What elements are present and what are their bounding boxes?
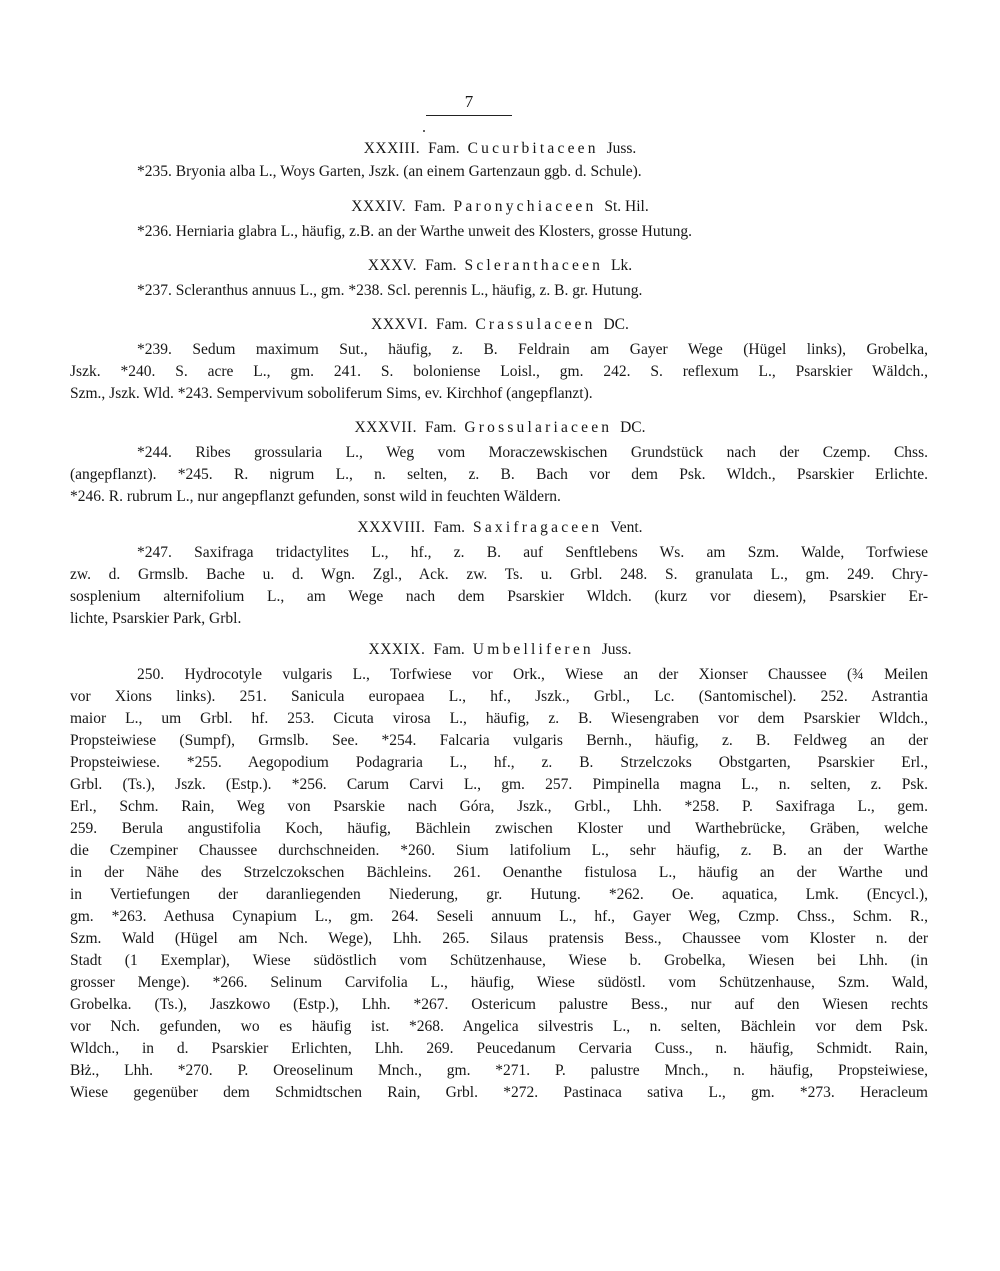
family-author: Juss. — [606, 140, 637, 157]
family-name: Umbelliferen — [472, 641, 594, 658]
text-line: Propsteiwiese. *255. Aegopodium Podagraria L., hf., z. B. Strzelczoks Obstgarten, Psarskier Erl., — [70, 754, 928, 771]
text-line: Szm. Wald (Hügel am Nch. Wege), Lhh. 265. Silaus pratensis Bess., Chaussee vom Kloster n. der — [70, 930, 928, 947]
family-label: Fam. — [435, 316, 468, 333]
text-line: Wiese gegenüber dem Schmidtschen Rain, Grbl. *272. Pastinaca sativa L., gm. *273. Heracleum — [70, 1084, 928, 1101]
family-heading — [70, 315, 930, 335]
family-numeral: XXXVIII. — [357, 519, 426, 536]
family-label: Fam. — [424, 419, 457, 436]
family-numeral: XXXIII. — [363, 140, 421, 157]
text-line: (angepflanzt). *245. R. nigrum L., n. selten, z. B. Bach vor dem Psk. Wldch., Psarskier Erlichte. — [70, 466, 928, 483]
text-line: maior L., um Grbl. hf. 253. Cicuta virosa L., häufig, z. B. Wiesengraben vor dem Psarskier Wldch., — [70, 710, 928, 727]
family-numeral: XXXVII. — [354, 419, 417, 436]
text-line: *239. Sedum maximum Sut., häufig, z. B. Feldrain am Gayer Wege (Hügel links), Grobelka, — [137, 341, 928, 358]
family-author: DC. — [620, 419, 646, 436]
text-line: Stadt (1 Exemplar), Wiese südöstlich vom Schützenhause, Wiese b. Grobelka, Wiesen bei Lhh. (in — [70, 952, 928, 969]
family-numeral: XXXVI. — [371, 316, 428, 333]
page-number: 7 — [464, 92, 474, 111]
text-line: gm. *263. Aethusa Cynapium L., gm. 264. Seseli annuum L., hf., Gayer Weg, Czmp. Chss., Schm. R., — [70, 908, 928, 925]
text-line: grosser Menge). *266. Selinum Carvifolia L., häufig, Wiese südöstl. vom Schützenhause, Szm. Wald, — [70, 974, 928, 991]
family-label: Fam. — [433, 641, 465, 658]
text-line: zw. d. Grmslb. Bache u. d. Wgn. Zgl., Ack. zw. Ts. u. Grbl. 248. S. granulata L., gm. 249. Chry- — [70, 566, 928, 583]
family-name: Crassulaceen — [475, 316, 596, 333]
text-line: vor Xions links). 251. Sanicula europaea L., hf., Jszk., Grbl., Lc. (Santomischel). 252. Astrantia — [70, 688, 928, 705]
text-line: 250. Hydrocotyle vulgaris L., Torfwiese vor Ork., Wiese an der Xionser Chaussee (¾ Meilen — [137, 666, 928, 683]
family-name: Cucurbitaceen — [467, 140, 599, 157]
page-number-rule — [426, 115, 512, 116]
family-heading — [70, 418, 930, 438]
text-line: Erl., Schm. Rain, Weg von Psarskie nach Góra, Jszk., Grbl., Lhh. *258. P. Saxifraga L., gem. — [70, 798, 928, 815]
family-author: St. Hil. — [604, 198, 649, 215]
text-line: sosplenium alternifolium L., am Wege nach dem Psarskier Wldch. (kurz vor diesem), Psarskier Er- — [70, 588, 928, 605]
family-heading — [70, 197, 930, 217]
family-label: Fam. — [414, 198, 446, 215]
text-line: Szm., Jszk. Wld. *243. Sempervivum soboliferum Sims, ev. Kirchhof (angepflanzt). — [70, 385, 593, 402]
text-line: Grobelka. (Ts.), Jaszkowo (Estp.), Lhh. *267. Ostericum palustre Bess., nur auf den Wiesen rechts — [70, 996, 928, 1013]
text-line: *247. Saxifraga tridactylites L., hf., z. B. auf Senftlebens Ws. am Szm. Walde, Torfwiese — [137, 544, 928, 561]
text-line: Jszk. *240. S. acre L., gm. 241. S. boloniense Loisl., gm. 242. S. reflexum L., Psarskier Wäldch., — [70, 363, 928, 380]
family-name: Paronychiaceen — [453, 198, 597, 215]
family-heading — [70, 518, 930, 538]
text-line: in Vertiefungen der daranliegenden Niederung, gr. Hutung. *262. Oe. aquatica, Lmk. (Encycl.), — [70, 886, 928, 903]
family-name: Scleranthaceen — [464, 257, 604, 274]
family-heading — [70, 640, 930, 660]
family-numeral: XXXV. — [367, 257, 418, 274]
text-line: die Czempiner Chaussee durchschneiden. *260. Sium latifolium L., sehr häufig, z. B. an der Warthe — [70, 842, 928, 859]
text-line: Propsteiwiese (Sumpf), Grmslb. See. *254. Falcaria vulgaris Bernh., häufig, z. B. Feldweg an der — [70, 732, 928, 749]
text-line: lichte, Psarskier Park, Grbl. — [70, 610, 242, 627]
speck-mark — [423, 130, 425, 132]
family-name: Grossulariaceen — [464, 419, 613, 436]
family-label: Fam. — [433, 519, 465, 536]
family-heading — [70, 139, 930, 159]
text-line: Wldch., in d. Psarskier Erlichten, Lhh. 269. Peucedanum Cervaria Cuss., n. häufig, Schmidt. Rain, — [70, 1040, 928, 1057]
family-numeral: XXXIV. — [351, 198, 407, 215]
family-heading — [70, 256, 930, 276]
family-label: Fam. — [428, 140, 460, 157]
family-author: Lk. — [610, 257, 633, 274]
family-author: DC. — [603, 316, 629, 333]
text-line: *237. Scleranthus annuus L., gm. *238. Scl. perennis L., häufig, z. B. gr. Hutung. — [137, 282, 643, 299]
text-line: Grbl. (Ts.), Jszk. (Estp.). *256. Carum Carvi L., gm. 257. Pimpinella magna L., n. selten, z. Psk. — [70, 776, 928, 793]
family-numeral: XXXIX. — [368, 641, 426, 658]
family-label: Fam. — [425, 257, 457, 274]
text-line: *246. R. rubrum L., nur angepflanzt gefunden, sonst wild in feuchten Wäldern. — [70, 488, 561, 505]
text-line: *244. Ribes grossularia L., Weg vom Moraczewskischen Grundstück nach der Czemp. Chss. — [137, 444, 928, 461]
text-line: *235. Bryonia alba L., Woys Garten, Jszk. (an einem Gartenzaun ggb. d. Schule). — [137, 163, 642, 180]
text-line: Błż., Lhh. *270. P. Oreoselinum Mnch., gm. *271. P. palustre Mnch., n. häufig, Propsteiwiese, — [70, 1062, 928, 1079]
family-author: Juss. — [601, 641, 632, 658]
text-line: vor Nch. gefunden, wo es häufig ist. *268. Angelica silvestris L., n. selten, Bächlein vor dem Psk. — [70, 1018, 928, 1035]
text-line: *236. Herniaria glabra L., häufig, z.B. an der Warthe unweit des Klosters, grosse Hutung. — [137, 223, 693, 240]
family-name: Saxifragaceen — [473, 519, 603, 536]
text-line: in der Nähe des Strzelczokschen Bächleins. 261. Oenanthe fistulosa L., häufig an der Warthe und — [70, 864, 928, 881]
family-author: Vent. — [610, 519, 643, 536]
text-line: 259. Berula angustifolia Koch, häufig, Bächlein zwischen Kloster und Warthebrücke, Gräben, welche — [70, 820, 928, 837]
